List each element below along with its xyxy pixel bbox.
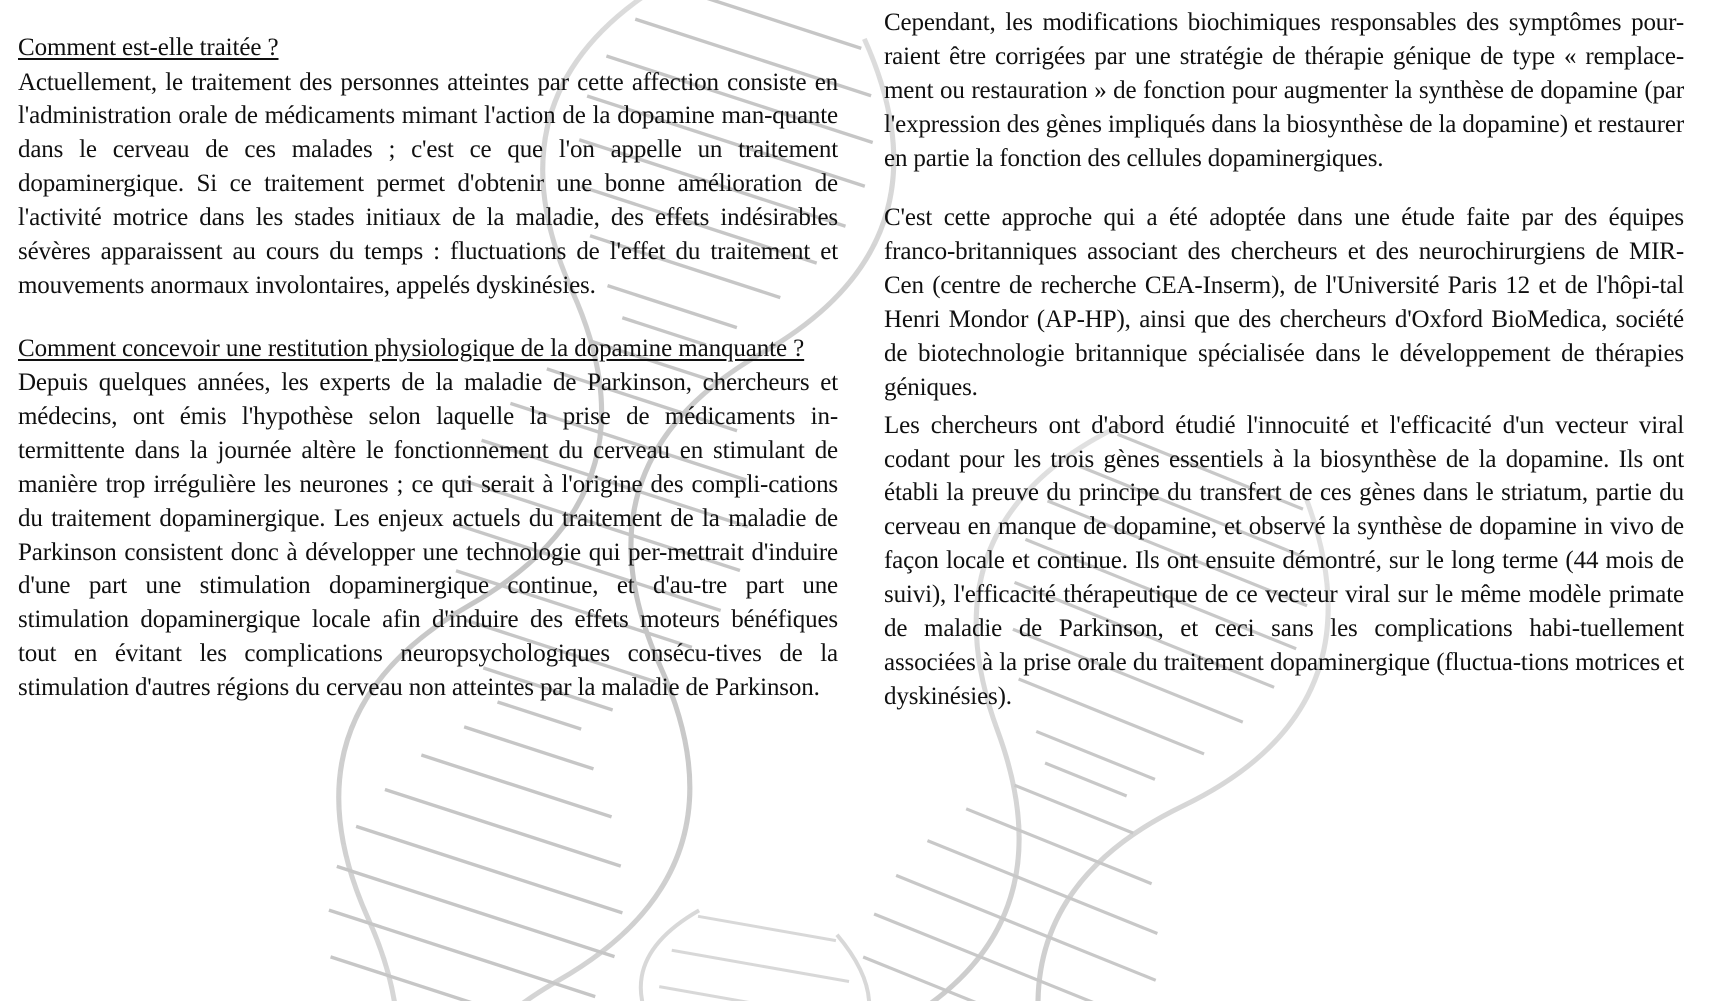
paragraph-results: Les chercheurs ont d'abord étudié l'innocuité et l'efficacité d'un vecteur viral codant pour les trois gènes essentiels à la biosynthèse de la dopamine. Ils ont établi la preuve du principe du transfert de ces gènes dans le striatum, partie du cerveau en manque de dopamine, et observé la synthèse de dopamine in vivo de façon locale et continue. Ils ont ensuite démontré, sur le long terme (44 mois de suivi), l'efficacité thérapeutique de ce vecteur viral sur le même modèle primate de maladie de Parkinson, et ceci sans les complications habi-tuellement associées à la prise orale du traitement dopaminergique (fluctua-tions motrices et dyskinésies).: [884, 411, 1684, 710]
paragraph-gene-therapy-strategy: Cependant, les modifications biochimiques responsables des symptômes pour-raient être corrigées par une stratégie de thérapie génique de type « remplace-ment ou restauration » de fonction pour augmenter la synthèse de dopamine (par l'expression des gènes impliqués dans la biosynthèse de la dopamine) et restaurer en partie la fonction des cellules dopaminergiques.: [884, 9, 1684, 172]
paragraph-spacer: [884, 175, 1684, 201]
paragraph-study-teams: C'est cette approche qui a été adoptée dans une étude faite par des équipes franco-britanniques associant des chercheurs et des neurochirurgiens de MIR-Cen (centre de recherche CEA-Inserm), de l'Université Paris 12 et de l'hôpi-tal Henri Mondor (AP-HP), ainsi que des chercheurs d'Oxford BioMedica, société de biotechnologie britannique spécialisée dans le développement de thérapies géniques.: [884, 204, 1684, 401]
paragraph-treatment: Actuellement, le traitement des personnes atteintes par cette affection consiste en l'administration orale de médicaments mimant l'action de la dopamine man-quante dans le cerveau de ces malades ; c'est ce que l'on appelle un traitement dopaminergique. Si ce traitement permet d'obtenir une bonne amélioration de l'activité motrice dans les stades initiaux de la maladie, des effets indésirables sévères apparaissent au cours du temps : fluctuations de l'effet du traitement et mouvements anormaux involontaires, appelés dyskinésies.: [18, 68, 838, 299]
section-heading-treatment: Comment est-elle traitée ?: [18, 34, 279, 61]
right-column: [884, 6, 1684, 1001]
paragraph-spacer: [18, 303, 838, 333]
paragraph-physiological-restitution: Depuis quelques années, les experts de la maladie de Parkinson, chercheurs et médecins, ont émis l'hypothèse selon laquelle la prise de médicaments in-termittente dans la journée altère le fonctionnement du cerveau en stimulant de manière trop irrégulière les neurones ; ce qui serait à l'origine des compli-cations du traitement dopaminergique. Les enjeux actuels du traitement de la maladie de Parkinson consistent donc à développer une technologie qui per-mettrait d'induire d'une part une stimulation dopaminergique continue, et d'au-tre part une stimulation dopaminergique locale afin d'induire des effets moteurs bénéfiques tout en évitant les complications neuropsychologiques consécu-tives de la stimulation d'autres régions du cerveau non atteintes par la maladie de Parkinson.: [18, 369, 838, 701]
left-column: [18, 6, 838, 1001]
section-heading-physiological-restitution: Comment concevoir une restitution physiologique de la dopamine manquante ?: [18, 334, 805, 362]
